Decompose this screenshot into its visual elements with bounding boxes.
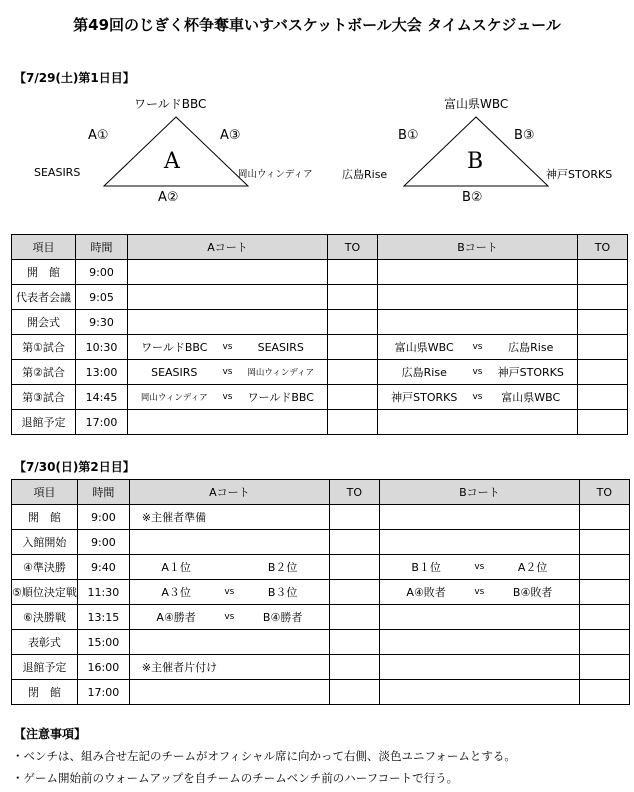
team-2: B３位 [267, 586, 298, 599]
team-1: A④敗者 [406, 586, 446, 599]
group-a-left-team: SEASIRS [34, 166, 81, 179]
team-2: A２位 [517, 561, 548, 574]
header-a-court: Aコート [129, 480, 329, 505]
to-cell [578, 310, 628, 335]
row-item: 代表者会議 [12, 285, 76, 310]
notes-heading: 【注意事項】 [14, 727, 87, 741]
to-cell [328, 335, 378, 360]
a-court-cell [128, 260, 328, 285]
to-cell [328, 260, 378, 285]
vs-label: vs [224, 612, 235, 622]
note-item: ・ゲーム開始前のウォームアップを自チームのチームベンチ前のハーフコートで行う。 [12, 771, 459, 785]
to-cell [329, 605, 379, 630]
a-court-cell [128, 310, 328, 335]
to-cell [578, 335, 628, 360]
to-cell [328, 310, 378, 335]
table-row [12, 385, 628, 410]
row-item: 開 館 [12, 260, 76, 285]
day1-heading: 【7/29(土)第1日目】 [14, 71, 135, 85]
group-a-label: A [164, 149, 180, 174]
to-cell [329, 655, 379, 680]
team-2: ワールドBBC [247, 391, 314, 404]
row-time: 9:40 [77, 555, 129, 580]
vs-label: vs [472, 392, 483, 402]
to-cell [329, 555, 379, 580]
team-2: 富山県WBC [501, 391, 561, 404]
group-b-label: B [467, 149, 484, 174]
team-1: 広島Rise [401, 366, 447, 379]
header-item: 項目 [12, 480, 78, 505]
group-b-edge-right: B③ [514, 128, 535, 143]
row-item: 第②試合 [12, 360, 76, 385]
team-2: 神戸STORKS [497, 366, 564, 379]
header-time: 時間 [76, 235, 128, 260]
b-court-cell [379, 655, 579, 680]
table-row [12, 530, 630, 555]
group-a-edge-right: A③ [220, 128, 241, 143]
to-cell [579, 680, 629, 705]
a-court-cell [129, 530, 329, 555]
group-b-top-team: 富山県WBC [444, 97, 509, 111]
vs-label: vs [474, 562, 485, 572]
table-row [12, 680, 630, 705]
a-court-cell [128, 410, 328, 435]
team-1: 神戸STORKS [391, 391, 458, 404]
to-cell [329, 580, 379, 605]
group-a-right-team: 岡山ウィンディア [238, 169, 313, 180]
to-cell [578, 260, 628, 285]
to-cell [328, 385, 378, 410]
team-1: A３位 [161, 586, 191, 599]
vs-label: vs [472, 342, 483, 352]
b-court-cell [378, 285, 578, 310]
group-b-right-team: 神戸STORKS [546, 168, 613, 181]
b-court-cell [379, 530, 579, 555]
row-item: 第①試合 [12, 335, 76, 360]
row-item: 表彰式 [12, 630, 78, 655]
table-row [12, 310, 628, 335]
row-item: ④準決勝 [12, 555, 78, 580]
table-row [12, 655, 630, 680]
row-item: 閉 館 [12, 680, 78, 705]
header-item: 項目 [12, 235, 76, 260]
row-time: 10:30 [76, 335, 128, 360]
header-b-court: Bコート [379, 480, 579, 505]
b-court-cell [379, 605, 579, 630]
day2-schedule-table [11, 479, 630, 705]
to-cell [578, 410, 628, 435]
row-item: ⑥決勝戦 [12, 605, 78, 630]
a-court-note: ※主催者片付け [129, 655, 329, 680]
a-court-cell [128, 285, 328, 310]
table-row [12, 335, 628, 360]
to-cell [579, 530, 629, 555]
to-cell [329, 505, 379, 530]
a-court-match [128, 385, 328, 410]
header-to-b: TO [579, 480, 629, 505]
team-1: A１位 [161, 561, 191, 574]
row-item: 退館予定 [12, 410, 76, 435]
team-1: ワールドBBC [141, 341, 208, 354]
row-time: 9:00 [76, 260, 128, 285]
row-time: 9:00 [77, 530, 129, 555]
table-row [12, 285, 628, 310]
row-item: 第③試合 [12, 385, 76, 410]
row-time: 14:45 [76, 385, 128, 410]
a-court-match [128, 360, 328, 385]
row-time: 13:15 [77, 605, 129, 630]
row-time: 13:00 [76, 360, 128, 385]
group-a-edge-left: A① [88, 128, 109, 143]
header-b-court: Bコート [378, 235, 578, 260]
day2-heading: 【7/30(日)第2日目】 [14, 460, 135, 474]
to-cell [579, 630, 629, 655]
vs-label: vs [222, 392, 233, 402]
to-cell [578, 360, 628, 385]
a-court-match [128, 335, 328, 360]
table-row [12, 505, 630, 530]
to-cell [328, 285, 378, 310]
header-to-b: TO [578, 235, 628, 260]
group-a-top-team: ワールドBBC [134, 97, 207, 111]
row-time: 11:30 [77, 580, 129, 605]
row-time: 9:30 [76, 310, 128, 335]
to-cell [329, 530, 379, 555]
team-1: B１位 [411, 561, 441, 574]
row-time: 9:05 [76, 285, 128, 310]
header-to-a: TO [329, 480, 379, 505]
vs-label: vs [224, 587, 235, 597]
group-b-edge-left: B① [398, 128, 419, 143]
team-2: B④敗者 [512, 586, 553, 599]
group-a-edge-bottom: A② [158, 190, 179, 205]
team-2: 岡山ウィンディア [247, 368, 315, 378]
team-2: B２位 [267, 561, 298, 574]
row-time: 15:00 [77, 630, 129, 655]
row-time: 17:00 [76, 410, 128, 435]
a-court-match [129, 605, 329, 630]
b-court-cell [378, 260, 578, 285]
team-1: SEASIRS [151, 365, 198, 379]
to-cell [578, 385, 628, 410]
team-2: B④勝者 [262, 611, 303, 624]
to-cell [579, 505, 629, 530]
vs-label: vs [474, 587, 485, 597]
header-a-court: Aコート [128, 235, 328, 260]
to-cell [328, 360, 378, 385]
row-item: ⑤順位決定戦 [12, 580, 78, 605]
a-court-note: ※主催者準備 [129, 505, 329, 530]
to-cell [328, 410, 378, 435]
to-cell [579, 655, 629, 680]
a-court-match [129, 580, 329, 605]
to-cell [579, 580, 629, 605]
row-item: 開会式 [12, 310, 76, 335]
b-court-cell [379, 505, 579, 530]
table-row [12, 360, 628, 385]
note-item: ・ベンチは、組み合せ左記のチームがオフィシャル席に向かって右側、淡色ユニフォームとする。 [12, 749, 516, 763]
day1-schedule-table [11, 234, 628, 435]
to-cell [329, 680, 379, 705]
table-row [12, 555, 630, 580]
a-court-cell [129, 680, 329, 705]
a-court-cell [129, 630, 329, 655]
row-item: 退館予定 [12, 655, 78, 680]
table-row [12, 630, 630, 655]
b-court-match [378, 335, 578, 360]
table-row [12, 410, 628, 435]
table-row [12, 580, 630, 605]
to-cell [578, 285, 628, 310]
b-court-cell [379, 680, 579, 705]
team-1: 富山県WBC [394, 341, 454, 354]
header-to-a: TO [328, 235, 378, 260]
group-b-edge-bottom: B② [462, 190, 483, 205]
b-court-match [378, 360, 578, 385]
vs-label: vs [222, 342, 233, 352]
team-1: A④勝者 [156, 611, 196, 624]
b-court-cell [379, 630, 579, 655]
row-item: 入館開始 [12, 530, 78, 555]
to-cell [329, 630, 379, 655]
a-court-match [129, 555, 329, 580]
b-court-match [379, 555, 579, 580]
table-row [12, 605, 630, 630]
row-time: 16:00 [77, 655, 129, 680]
team-1: 岡山ウィンディア [140, 393, 208, 403]
group-b-left-team: 広島Rise [342, 168, 388, 181]
b-court-match [379, 580, 579, 605]
vs-label: vs [222, 367, 233, 377]
to-cell [579, 605, 629, 630]
team-2: 広島Rise [508, 341, 554, 354]
page-title: 第49回のじぎく杯争奪車いすバスケットボール大会 タイムスケジュール [73, 16, 561, 34]
b-court-cell [378, 310, 578, 335]
header-time: 時間 [77, 480, 129, 505]
table-row [12, 260, 628, 285]
table-header-row [12, 235, 628, 260]
b-court-match [378, 385, 578, 410]
to-cell [579, 555, 629, 580]
table-header-row [12, 480, 630, 505]
row-time: 17:00 [77, 680, 129, 705]
row-time: 9:00 [77, 505, 129, 530]
vs-label: vs [472, 367, 483, 377]
b-court-cell [378, 410, 578, 435]
row-item: 開 館 [12, 505, 78, 530]
team-2: SEASIRS [257, 340, 304, 354]
